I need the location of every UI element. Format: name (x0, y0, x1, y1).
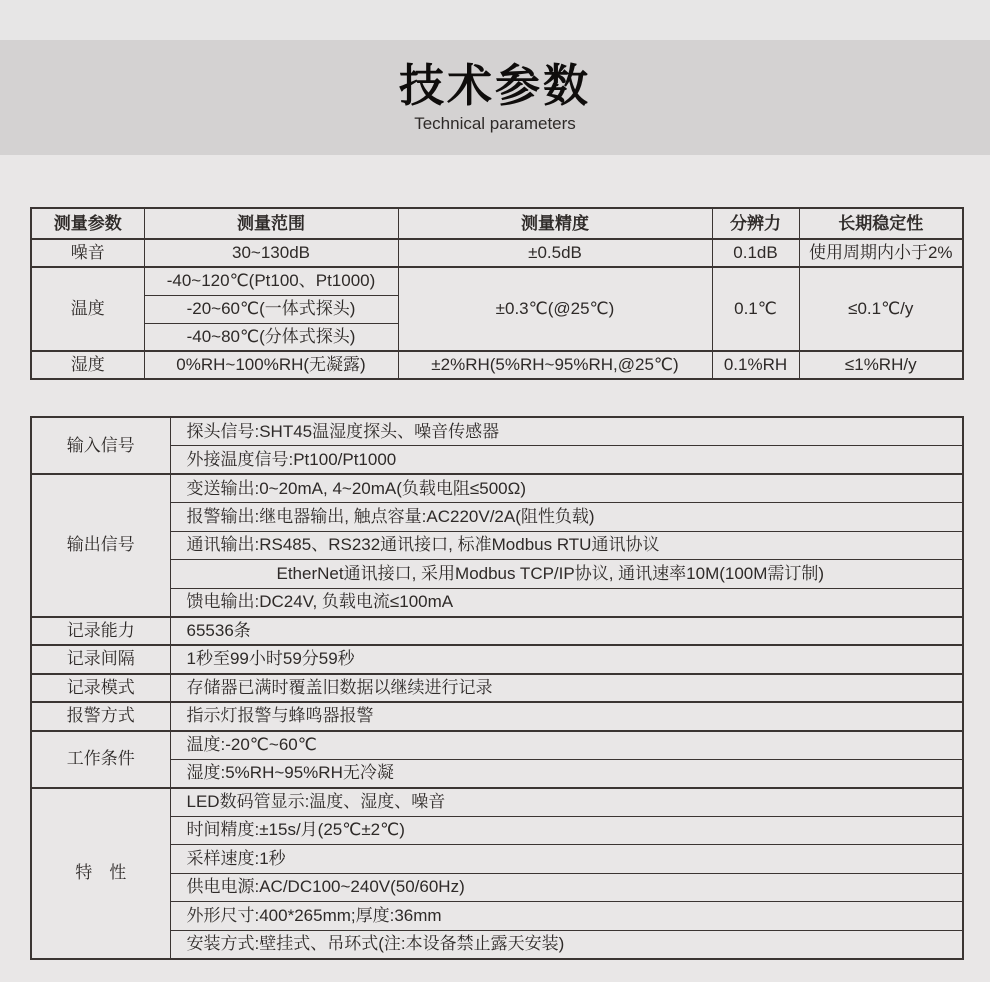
working-conditions-row-1: 温度:-20℃~60℃ (170, 731, 963, 760)
noise-resolution: 0.1dB (712, 239, 799, 267)
row-features-3 (31, 845, 963, 874)
title-band (0, 40, 990, 155)
row-features-2 (31, 816, 963, 845)
header-param: 测量参数 (31, 208, 144, 239)
output-signal-row-3: 通讯输出:RS485、RS232通讯接口, 标准Modbus RTU通讯协议 (170, 531, 963, 560)
temperature-accuracy: ±0.3℃(@25℃) (398, 267, 712, 351)
row-features-6 (31, 930, 963, 959)
working-conditions-row-2: 湿度:5%RH~95%RH无冷凝 (170, 759, 963, 788)
humidity-resolution: 0.1%RH (712, 351, 799, 379)
row-alarm-mode (31, 702, 963, 731)
features-row-3: 采样速度:1秒 (170, 845, 963, 874)
noise-accuracy: ±0.5dB (398, 239, 712, 267)
features-row-6: 安装方式:壁挂式、吊环式(注:本设备禁止露天安装) (170, 930, 963, 959)
temperature-label: 温度 (31, 267, 144, 351)
noise-range: 30~130dB (144, 239, 398, 267)
temperature-range-1: -40~120℃(Pt100、Pt1000) (144, 267, 398, 295)
row-working-conditions-2 (31, 759, 963, 788)
temperature-range-3: -40~80℃(分体式探头) (144, 323, 398, 351)
humidity-range: 0%RH~100%RH(无凝露) (144, 351, 398, 379)
record-interval-value: 1秒至99小时59分59秒 (170, 645, 963, 674)
features-row-1: LED数码管显示:温度、湿度、噪音 (170, 788, 963, 817)
record-mode-value: 存储器已满时覆盖旧数据以继续进行记录 (170, 674, 963, 703)
row-features-1 (31, 788, 963, 817)
row-input-signal-2 (31, 446, 963, 475)
header-resolution: 分辨力 (712, 208, 799, 239)
row-working-conditions-1 (31, 731, 963, 760)
input-signal-label: 输入信号 (31, 417, 170, 474)
output-signal-row-5: 馈电输出:DC24V, 负载电流≤100mA (170, 588, 963, 617)
top-strip (0, 0, 990, 40)
row-output-signal-1 (31, 474, 963, 503)
page-title: 技术参数 (398, 59, 591, 111)
noise-label: 噪音 (31, 239, 144, 267)
row-features-4 (31, 873, 963, 902)
row-output-signal-5 (31, 588, 963, 617)
output-signal-label: 输出信号 (31, 474, 170, 617)
output-signal-row-1: 变送输出:0~20mA, 4~20mA(负载电阻≤500Ω) (170, 474, 963, 503)
features-row-2: 时间精度:±15s/月(25℃±2℃) (170, 816, 963, 845)
noise-stability: 使用周期内小于2% (799, 239, 963, 267)
spec-row-noise (31, 239, 963, 267)
working-conditions-label: 工作条件 (31, 731, 170, 788)
temperature-range-2: -20~60℃(一体式探头) (144, 295, 398, 323)
humidity-label: 湿度 (31, 351, 144, 379)
alarm-mode-value: 指示灯报警与蜂鸣器报警 (170, 702, 963, 731)
input-signal-row-1: 探头信号:SHT45温湿度探头、噪音传感器 (170, 417, 963, 446)
row-output-signal-2 (31, 503, 963, 532)
row-output-signal-4 (31, 560, 963, 589)
row-record-mode (31, 674, 963, 703)
detail-spec-table (30, 416, 964, 960)
features-label: 特 性 (31, 788, 170, 959)
row-input-signal-1 (31, 417, 963, 446)
measurement-spec-table (30, 207, 964, 380)
alarm-mode-label: 报警方式 (31, 702, 170, 731)
temperature-stability: ≤0.1℃/y (799, 267, 963, 351)
humidity-accuracy: ±2%RH(5%RH~95%RH,@25℃) (398, 351, 712, 379)
input-signal-row-2: 外接温度信号:Pt100/Pt1000 (170, 446, 963, 475)
output-signal-row-2: 报警输出:继电器输出, 触点容量:AC220V/2A(阻性负载) (170, 503, 963, 532)
page-subtitle: Technical parameters (414, 114, 576, 134)
spec-header-row (31, 208, 963, 239)
row-record-capacity (31, 617, 963, 646)
header-accuracy: 测量精度 (398, 208, 712, 239)
spec-row-humidity (31, 351, 963, 379)
features-row-4: 供电电源:AC/DC100~240V(50/60Hz) (170, 873, 963, 902)
header-range: 测量范围 (144, 208, 398, 239)
record-mode-label: 记录模式 (31, 674, 170, 703)
row-record-interval (31, 645, 963, 674)
record-capacity-value: 65536条 (170, 617, 963, 646)
header-stability: 长期稳定性 (799, 208, 963, 239)
output-signal-row-4: EtherNet通讯接口, 采用Modbus TCP/IP协议, 通讯速率10M(100M需订制) (170, 560, 963, 589)
record-interval-label: 记录间隔 (31, 645, 170, 674)
record-capacity-label: 记录能力 (31, 617, 170, 646)
row-features-5 (31, 902, 963, 931)
humidity-stability: ≤1%RH/y (799, 351, 963, 379)
features-row-5: 外形尺寸:400*265mm;厚度:36mm (170, 902, 963, 931)
spec-row-temperature-1 (31, 267, 963, 295)
row-output-signal-3 (31, 531, 963, 560)
temperature-resolution: 0.1℃ (712, 267, 799, 351)
